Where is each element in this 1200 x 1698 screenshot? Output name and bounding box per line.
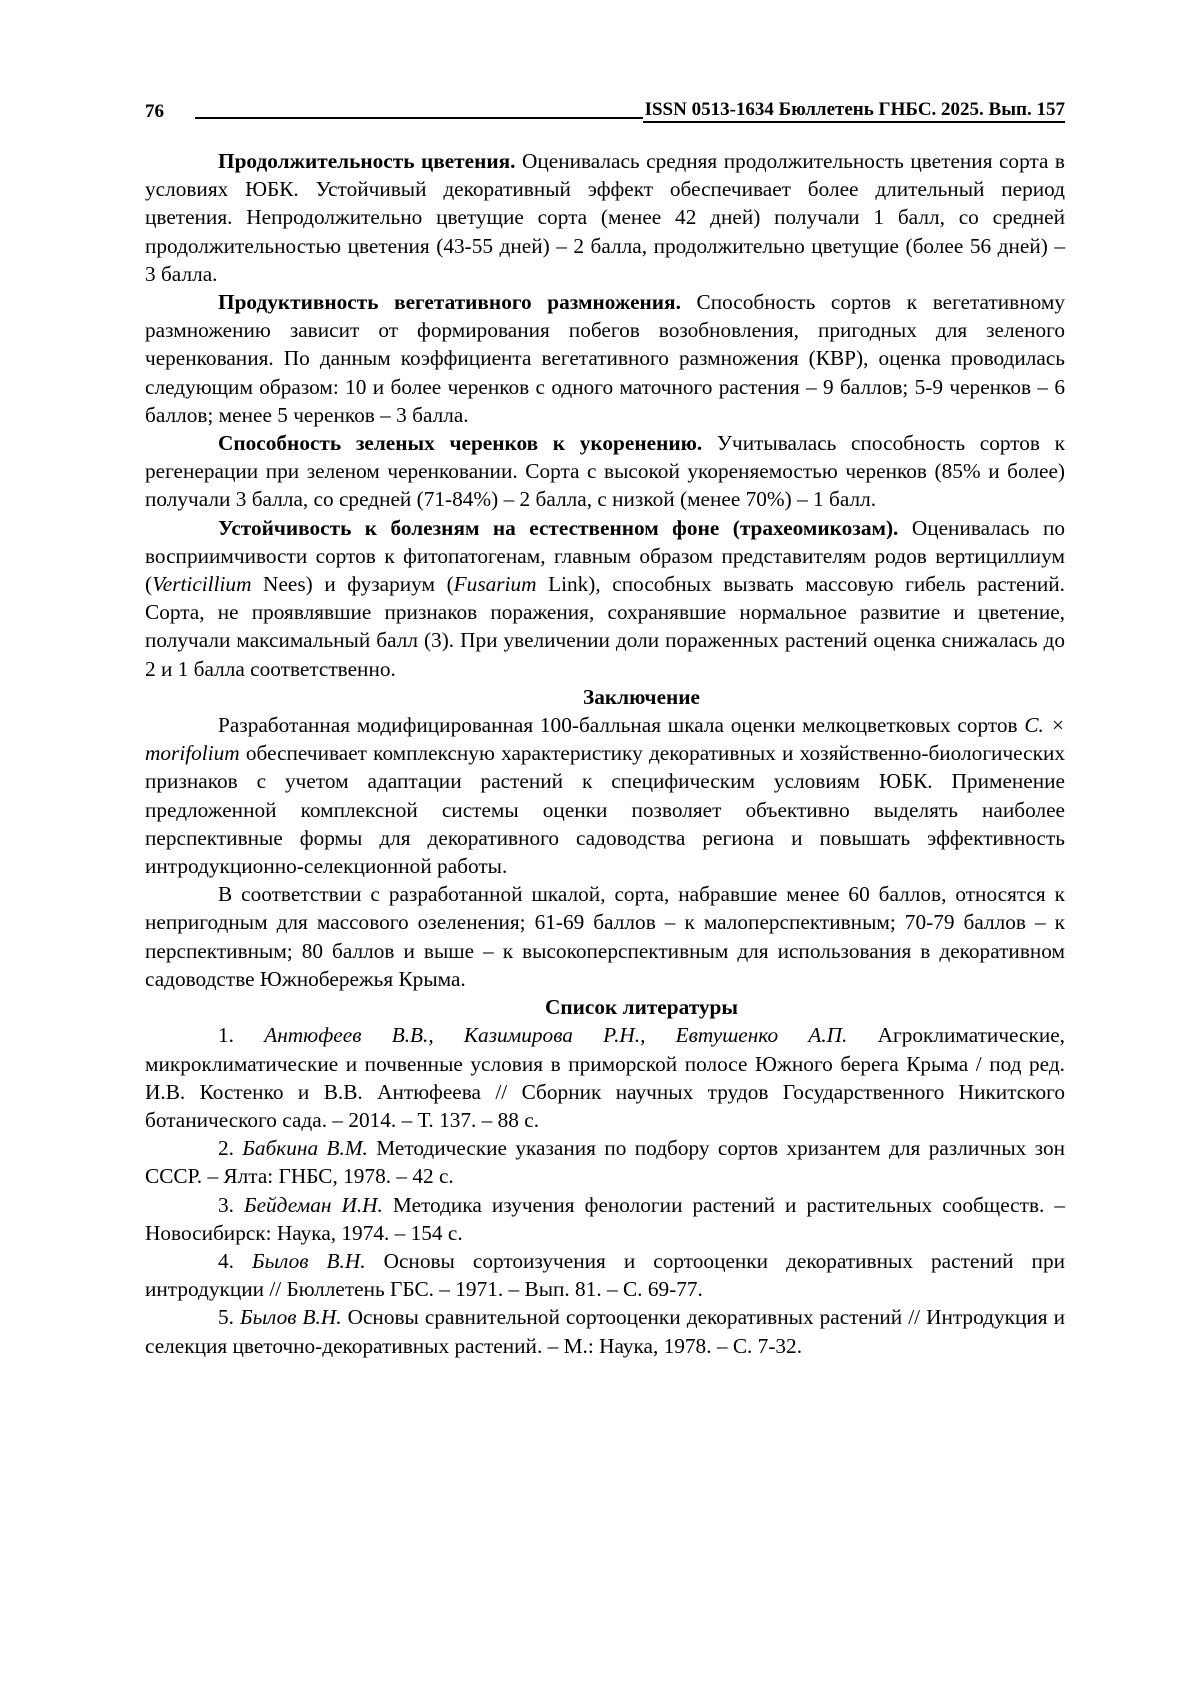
paragraph-disease-resistance: [145, 514, 1065, 683]
reference-text: Агроклиматические, микроклиматические и почвенные условия в приморской полосе Южного берега Крыма / под ред. И.В. Костенко и В.В. Антюфеева // Сборник научных трудов Государственного Никитского ботанического сада. – 2014. – Т. 137. – 88 с.: [145, 1023, 1065, 1132]
reference-item: [145, 1191, 1065, 1247]
paragraph-text: обеспечивает комплексную характеристику декоративных и хозяйственно-биологических признаков с учетом адаптации растений к специфическим условиям ЮБК. Применение предложенной комплексной системы оценки позволяет объективно выделять наиболее перспективные формы для декоративного садоводства региона и повышать эффективность интродукционно-селекционной работы.: [145, 741, 1065, 879]
reference-text: Основы сравнительной сортооценки декоративных растений // Интродукция и селекция цветочно-декоративных растений. – М.: Наука, 1978. – С. 7-32.: [145, 1305, 1065, 1358]
reference-number: 5.: [218, 1305, 241, 1330]
page: [145, 95, 1065, 1360]
paragraph-rooting-ability: [145, 429, 1065, 514]
article-body: [145, 147, 1065, 1360]
reference-authors: Бейдеман И.Н.: [244, 1192, 383, 1217]
running-header: [145, 95, 1065, 123]
reference-text: Методика изучения фенологии растений и растительных сообществ. – Новосибирск: Наука, 1974. – 154 с.: [145, 1192, 1066, 1245]
journal-title: ISSN 0513-1634 Бюллетень ГНБС. 2025. Вып. 157: [643, 99, 1065, 123]
paragraph-text: Nees) и фузариум (: [251, 572, 454, 597]
section-title: Устойчивость к болезням на естественном фоне (трахеомикозам).: [218, 515, 899, 540]
reference-item: [145, 1021, 1065, 1134]
paragraph-text: Link), способных вызвать массовую гибель растений. Сорта, не проявлявшие признаков поражения, сохранявшие нормальное развитие и цветение, получали максимальный балл (3). При увеличении доли пораженных растений оценка снижалась до 2 и 1 балла соответственно.: [145, 572, 1065, 681]
paragraph-text: Оценивалась средняя продолжительность цветения сорта в условиях ЮБК. Устойчивый декоративный эффект обеспечивает более длительный период цветения. Непродолжительно цветущие сорта (менее 42 дней) получали 1 балл, со средней продолжительностью цветения (43-55 дней) – 2 балла, продолжительно цветущие (более 56 дней) – 3 балла.: [145, 149, 1065, 286]
reference-authors: Бабкина В.М.: [242, 1136, 368, 1161]
reference-authors: Былов В.Н.: [252, 1248, 366, 1273]
reference-authors: Антюфеев В.В., Казимирова Р.Н., Евтушенко А.П.: [264, 1023, 848, 1048]
paragraph-text: Разработанная модифицированная 100-балльная шкала оценки мелкоцветковых сортов: [218, 713, 1025, 738]
paragraph-text: Учитывалась способность сортов к регенерации при зеленом черенковании. Сорта с высокой укореняемостью черенков (85% и более) получали 3 балла, со средней (71-84%) – 2 балла, с низкой (менее 70%) – 1 балл.: [145, 431, 1065, 512]
species-name: C. × morifolium: [145, 713, 1065, 766]
genus-name: Verticillium: [152, 572, 252, 597]
conclusion-heading: Заключение: [582, 684, 701, 709]
reference-number: 1.: [218, 1023, 265, 1048]
page-number: 76: [145, 101, 164, 122]
paragraph-vegetative-productivity: [145, 288, 1065, 429]
conclusion-paragraph-1: [145, 711, 1065, 880]
references-heading: Список литературы: [545, 995, 738, 1020]
paragraph-text: Оценивалась по восприимчивости сортов к фитопатогенам, главным образом представителям родов вертициллиум (: [145, 515, 1065, 597]
reference-item: [145, 1303, 1065, 1359]
paragraph-text: Способность сортов к вегетативному размножению зависит от формирования побегов возобновления, пригодных для зеленого черенкования. По данным коэффициента вегетативного размножения (КВР), оценка проводилась следующим образом: 10 и более черенков с одного маточного растения – 9 баллов; 5-9 черенков – 6 баллов; менее 5 черенков – 3 балла.: [145, 290, 1065, 427]
paragraph-flowering-duration: [145, 147, 1065, 288]
reference-text: Основы сортоизучения и сортооценки декоративных растений при интродукции // Бюллетень ГБС. – 1971. – Вып. 81. – С. 69-77.: [145, 1248, 1066, 1302]
reference-number: 2.: [218, 1136, 243, 1161]
reference-item: [145, 1134, 1065, 1190]
genus-name: Fusarium: [453, 572, 537, 597]
conclusion-paragraph-2: В соответствии с разработанной шкалой, сорта, набравшие менее 60 баллов, относятся к непригодным для массового озеленения; 61-69 баллов – к малоперспективным; 70-79 баллов – к перспективным; 80 баллов и выше – к высокоперспективным для использования в декоративном садоводстве Южнобережья Крыма.: [145, 882, 1065, 991]
reference-number: 3.: [218, 1192, 245, 1217]
section-title: Продуктивность вегетативного размножения.: [218, 290, 681, 315]
reference-item: [145, 1247, 1065, 1303]
reference-number: 4.: [218, 1248, 253, 1273]
reference-authors: Былов В.Н.: [240, 1305, 342, 1330]
reference-text: Методические указания по подбору сортов хризантем для различных зон СССР. – Ялта: ГНБС, 1978. – 42 с.: [145, 1136, 1066, 1189]
section-title: Продолжительность цветения.: [218, 149, 516, 173]
header-rule: [195, 116, 643, 119]
section-title: Способность зеленых черенков к укоренению.: [218, 431, 703, 456]
